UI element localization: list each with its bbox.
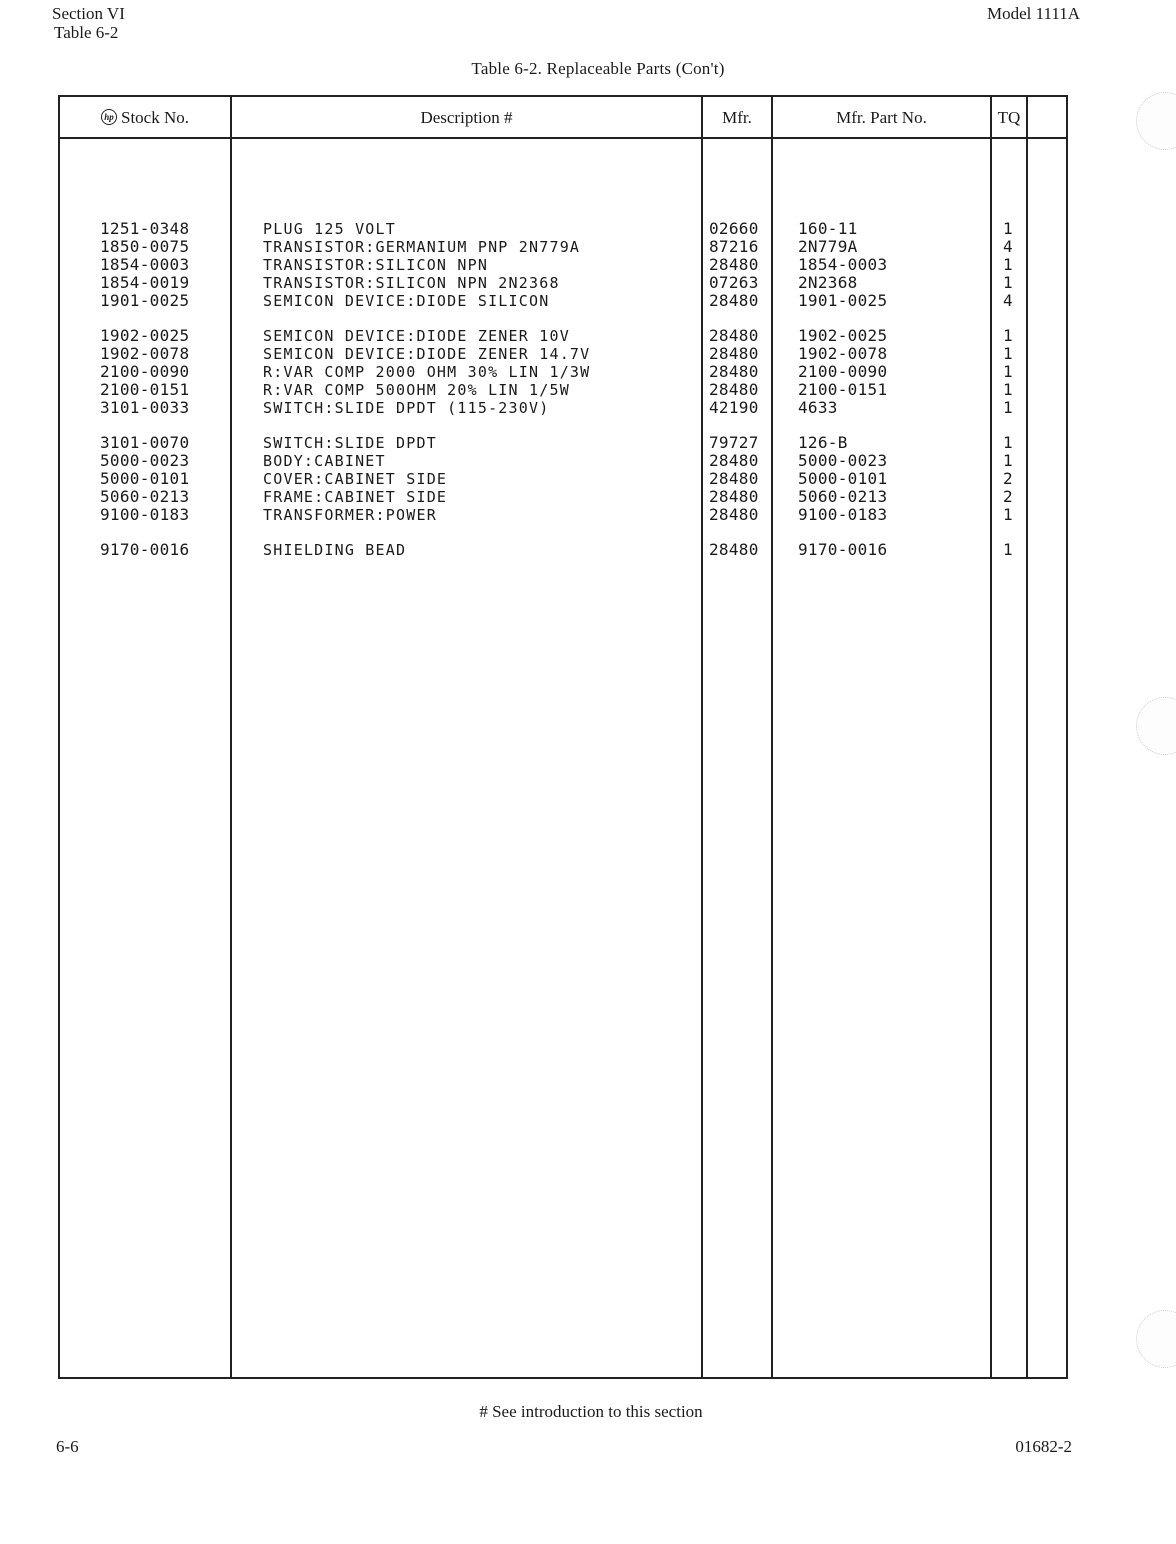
manufacturer-part-number: 1854-0003 — [798, 255, 888, 274]
header-description: Description # — [420, 108, 513, 127]
manufacturer-code: 28480 — [709, 326, 759, 345]
description: SWITCH:SLIDE DPDT — [263, 434, 437, 452]
manufacturer-code: 07263 — [709, 273, 759, 292]
binder-hole — [1136, 697, 1176, 755]
description: TRANSISTOR:SILICON NPN 2N2368 — [263, 274, 560, 292]
table-row — [0, 274, 1176, 292]
manufacturer-code: 28480 — [709, 505, 759, 524]
description: SEMICON DEVICE:DIODE ZENER 10V — [263, 327, 570, 345]
table-row — [0, 399, 1176, 417]
stock-number: 9170-0016 — [100, 540, 190, 559]
manufacturer-code: 28480 — [709, 380, 759, 399]
stock-number: 3101-0033 — [100, 398, 190, 417]
manufacturer-code: 28480 — [709, 451, 759, 470]
section-label: Section VI — [52, 4, 125, 23]
stock-number: 5000-0101 — [100, 469, 190, 488]
manufacturer-part-number: 2N779A — [798, 237, 858, 256]
table-row — [0, 452, 1176, 470]
total-quantity: 1 — [1003, 255, 1013, 274]
binder-hole — [1136, 1310, 1176, 1368]
header-mfr-part-no: Mfr. Part No. — [836, 108, 927, 127]
total-quantity: 1 — [1003, 540, 1013, 559]
header-stock-no — [60, 97, 230, 137]
stock-number: 5060-0213 — [100, 487, 190, 506]
table-row — [0, 506, 1176, 524]
stock-number: 1854-0003 — [100, 255, 190, 274]
manufacturer-part-number: 1902-0078 — [798, 344, 888, 363]
manufacturer-code: 02660 — [709, 219, 759, 238]
description: FRAME:CABINET SIDE — [263, 488, 448, 506]
total-quantity: 1 — [1003, 219, 1013, 238]
footnote: # See introduction to this section — [479, 1402, 703, 1421]
description: BODY:CABINET — [263, 452, 386, 470]
description: R:VAR COMP 2000 OHM 30% LIN 1/3W — [263, 363, 591, 381]
document-number: 01682-2 — [1015, 1437, 1072, 1456]
manufacturer-part-number: 9170-0016 — [798, 540, 888, 559]
manufacturer-code: 28480 — [709, 291, 759, 310]
manufacturer-code: 28480 — [709, 469, 759, 488]
manufacturer-part-number: 5000-0101 — [798, 469, 888, 488]
total-quantity: 1 — [1003, 344, 1013, 363]
manufacturer-part-number: 9100-0183 — [798, 505, 888, 524]
table-row — [0, 363, 1176, 381]
manufacturer-part-number: 5000-0023 — [798, 451, 888, 470]
table-row — [0, 541, 1176, 559]
total-quantity: 2 — [1003, 469, 1013, 488]
stock-number: 5000-0023 — [100, 451, 190, 470]
manufacturer-part-number: 2N2368 — [798, 273, 858, 292]
header-stock-no-label: Stock No. — [121, 108, 189, 127]
table-row — [0, 345, 1176, 363]
manufacturer-part-number: 160-11 — [798, 219, 858, 238]
hp-logo-icon: hp — [101, 109, 117, 125]
description: SWITCH:SLIDE DPDT (115-230V) — [263, 399, 550, 417]
manufacturer-code: 28480 — [709, 487, 759, 506]
table-row — [0, 434, 1176, 452]
header-rule — [60, 137, 1066, 139]
manufacturer-code: 28480 — [709, 540, 759, 559]
page-number: 6-6 — [56, 1437, 79, 1456]
total-quantity: 1 — [1003, 273, 1013, 292]
table-title: Table 6-2. Replaceable Parts (Con't) — [471, 59, 725, 78]
table-row — [0, 220, 1176, 238]
stock-number: 1251-0348 — [100, 219, 190, 238]
description: PLUG 125 VOLT — [263, 220, 396, 238]
stock-number: 3101-0070 — [100, 433, 190, 452]
binder-hole — [1136, 92, 1176, 150]
total-quantity: 1 — [1003, 326, 1013, 345]
description: SEMICON DEVICE:DIODE ZENER 14.7V — [263, 345, 591, 363]
table-row — [0, 327, 1176, 345]
manufacturer-part-number: 1901-0025 — [798, 291, 888, 310]
total-quantity: 1 — [1003, 380, 1013, 399]
stock-number: 1902-0078 — [100, 344, 190, 363]
stock-number: 2100-0151 — [100, 380, 190, 399]
stock-number: 1902-0025 — [100, 326, 190, 345]
stock-number: 1901-0025 — [100, 291, 190, 310]
stock-number: 2100-0090 — [100, 362, 190, 381]
total-quantity: 1 — [1003, 398, 1013, 417]
header-mfr: Mfr. — [722, 108, 752, 127]
description: TRANSISTOR:SILICON NPN — [263, 256, 489, 274]
description: SEMICON DEVICE:DIODE SILICON — [263, 292, 550, 310]
manufacturer-code: 28480 — [709, 362, 759, 381]
total-quantity: 2 — [1003, 487, 1013, 506]
manufacturer-code: 28480 — [709, 344, 759, 363]
stock-number: 1850-0075 — [100, 237, 190, 256]
table-row — [0, 256, 1176, 274]
total-quantity: 4 — [1003, 237, 1013, 256]
table-row — [0, 470, 1176, 488]
total-quantity: 1 — [1003, 505, 1013, 524]
table-row — [0, 488, 1176, 506]
manufacturer-part-number: 1902-0025 — [798, 326, 888, 345]
table-row — [0, 381, 1176, 399]
total-quantity: 4 — [1003, 291, 1013, 310]
manufacturer-code: 42190 — [709, 398, 759, 417]
model-label: Model 1111A — [986, 4, 1080, 23]
table-row — [0, 292, 1176, 310]
stock-number: 1854-0019 — [100, 273, 190, 292]
total-quantity: 1 — [1003, 433, 1013, 452]
description: TRANSFORMER:POWER — [263, 506, 437, 524]
manufacturer-part-number: 5060-0213 — [798, 487, 888, 506]
manufacturer-part-number: 4633 — [798, 398, 838, 417]
total-quantity: 1 — [1003, 451, 1013, 470]
table-row — [0, 238, 1176, 256]
manufacturer-code: 79727 — [709, 433, 759, 452]
manufacturer-code: 28480 — [709, 255, 759, 274]
total-quantity: 1 — [1003, 362, 1013, 381]
header-tq: TQ — [997, 108, 1021, 127]
manufacturer-part-number: 126-B — [798, 433, 848, 452]
table-reference: Table 6-2 — [54, 23, 119, 42]
description: SHIELDING BEAD — [263, 541, 407, 559]
manufacturer-code: 87216 — [709, 237, 759, 256]
description: COVER:CABINET SIDE — [263, 470, 448, 488]
manufacturer-part-number: 2100-0151 — [798, 380, 888, 399]
stock-number: 9100-0183 — [100, 505, 190, 524]
description: R:VAR COMP 500OHM 20% LIN 1/5W — [263, 381, 570, 399]
manufacturer-part-number: 2100-0090 — [798, 362, 888, 381]
description: TRANSISTOR:GERMANIUM PNP 2N779A — [263, 238, 581, 256]
